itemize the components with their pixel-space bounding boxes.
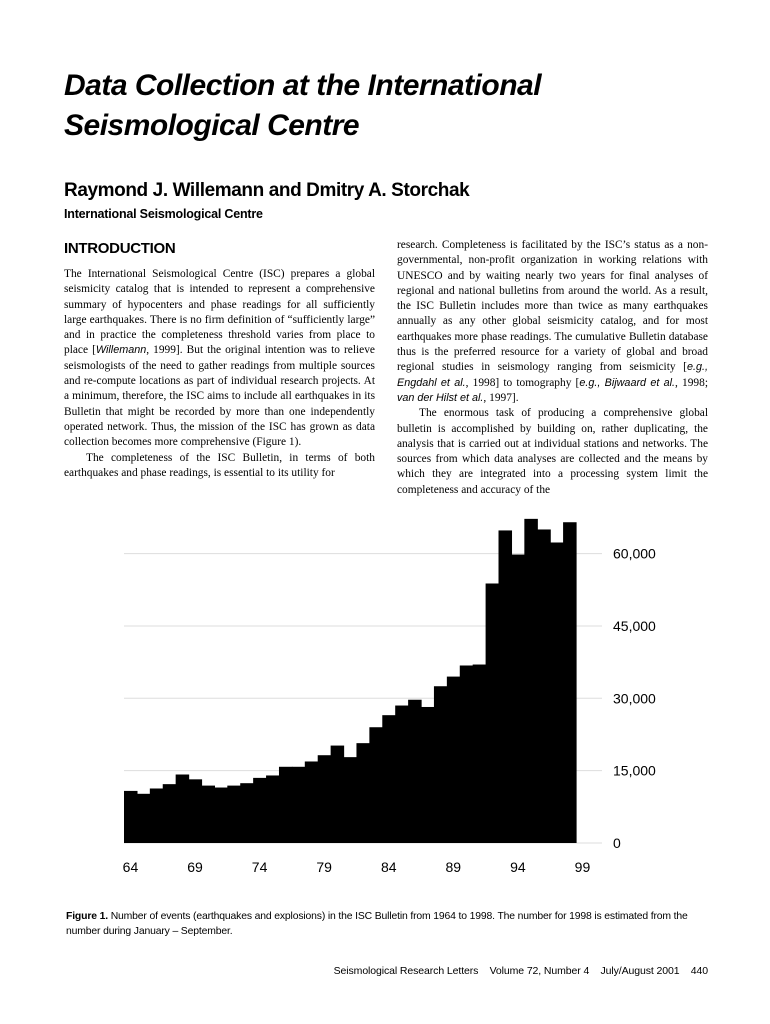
bar	[201, 786, 215, 843]
events-bar-chart	[0, 515, 770, 885]
bar	[421, 707, 435, 843]
bar	[240, 783, 254, 843]
bar	[499, 530, 513, 843]
bar	[305, 761, 319, 843]
bar	[150, 788, 164, 843]
x-tick-label: 74	[251, 859, 268, 875]
bar	[292, 767, 306, 843]
figure-caption	[66, 909, 714, 939]
body-text: , 1999]. But the original intention was to relieve seismologists of the need to gather readings from multiple sources and re-compute locations as part of individual research projects. At a minimum, therefore, the ISC aims to include all earthquakes in its Bulletin that might be recorded by more than one independently operated network. Thus, the mission of the ISC has grown as data collection becomes more comprehensive (Figure 1).	[64, 344, 375, 449]
x-tick-label: 84	[380, 859, 397, 875]
author-list: Raymond J. Willemann and Dmitry A. Storchak	[64, 180, 470, 201]
x-tick-label: 69	[187, 859, 203, 875]
bar	[524, 519, 538, 843]
x-tick-label: 79	[316, 859, 332, 875]
bar	[214, 788, 228, 843]
bar	[408, 700, 422, 843]
bar	[550, 542, 564, 843]
bar	[563, 522, 577, 843]
bar	[344, 757, 358, 843]
bar	[382, 715, 396, 843]
page-footer	[334, 965, 708, 977]
bar	[537, 529, 551, 843]
y-tick-label: 30,000	[613, 690, 656, 707]
journal-volume: Volume 72, Number 4	[489, 965, 590, 977]
x-axis-ticks	[123, 859, 591, 875]
bar	[227, 786, 241, 843]
bar	[137, 794, 151, 843]
bar	[253, 778, 267, 843]
bar	[369, 727, 383, 843]
left-column	[64, 267, 375, 481]
paragraph	[64, 267, 375, 451]
figure-label: Figure 1.	[66, 911, 108, 922]
body-text: , 1998] to tomography [	[465, 376, 580, 389]
bar	[486, 583, 500, 843]
y-tick-label: 45,000	[613, 617, 656, 634]
paragraph: The completeness of the ISC Bulletin, in terms of both earthquakes and phase readings, is essential to its utility for	[64, 451, 375, 479]
body-text: , 1998;	[675, 376, 708, 389]
bar	[124, 791, 138, 843]
issue-date: July/August 2001	[600, 965, 680, 977]
bar	[447, 677, 461, 843]
bar	[434, 686, 448, 843]
article-title: Data Collection at the International Seismological Centre	[64, 69, 542, 142]
citation: , Engdahl et al.	[397, 361, 708, 389]
citation: van der Hilst et al.	[397, 391, 484, 404]
body-text: , 1997].	[483, 391, 519, 404]
y-tick-label: 0	[613, 835, 621, 851]
paragraph	[397, 238, 708, 406]
caption-text: Number of events (earthquakes and explosions) in the ISC Bulletin from 1964 to 1998. The number for 1998 is estimated from the number during January – September.	[66, 911, 688, 937]
bar	[279, 767, 293, 843]
citation: e.g.	[686, 361, 705, 374]
section-heading: INTRODUCTION	[64, 240, 176, 257]
x-tick-label: 64	[122, 859, 139, 875]
right-column	[397, 238, 708, 498]
bar	[266, 775, 280, 843]
x-tick-label: 89	[445, 859, 462, 875]
bar	[511, 555, 525, 843]
bar	[331, 746, 345, 843]
bar	[356, 743, 370, 843]
citation: , Bijwaard et al.	[597, 376, 676, 389]
bar	[318, 755, 332, 843]
y-tick-label: 15,000	[613, 762, 656, 779]
body-text: The International Seismological Centre (ISC) prepares a global seismicity catalog that is intended to represent a comprehensive summary of hypocenters and phase readings for all sufficiently large earthquakes. There is no firm definition of “sufficiently large” and in practice the completeness threshold varies from place to place [	[64, 268, 375, 357]
page-number: 440	[690, 965, 708, 977]
paragraph: The enormous task of producing a comprehensive global bulletin is accomplished by building on, rather duplicating, the analysis that is carried out at individual stations and networks. The sources from which data analyses are collected and the means by which they are integrated into a processing system limit the completeness and accuracy of the	[397, 407, 708, 496]
y-axis-ticks	[613, 546, 656, 851]
y-tick-label: 60,000	[613, 545, 656, 562]
bar	[176, 775, 190, 843]
bar	[163, 784, 177, 843]
x-tick-label: 94	[510, 859, 526, 875]
bar	[473, 665, 487, 843]
citation: e.g.	[579, 376, 598, 389]
body-text: research. Completeness is facilitated by the ISC’s status as a non-governmental, non-profit organization in working relations with UNESCO and by waiting nearly two years for final analyses of regional and national bulletins from around the world. As a result, the ISC Bulletin includes more than twice as many earthquakes annually as any other global seismicity catalog, and for most earthquakes more phase readings. The cumulative Bulletin database thus is the preferred resource for a variety of global and broad regional studies in seismology ranging from seismicity [	[397, 239, 708, 374]
bar	[189, 779, 203, 843]
bar-series	[124, 519, 577, 843]
x-tick-label: 99	[574, 859, 591, 875]
bar	[460, 665, 474, 843]
citation: Willemann	[95, 344, 147, 357]
bar	[395, 706, 409, 843]
journal-name: Seismological Research Letters	[333, 965, 479, 977]
author-affiliation: International Seismological Centre	[64, 207, 263, 221]
